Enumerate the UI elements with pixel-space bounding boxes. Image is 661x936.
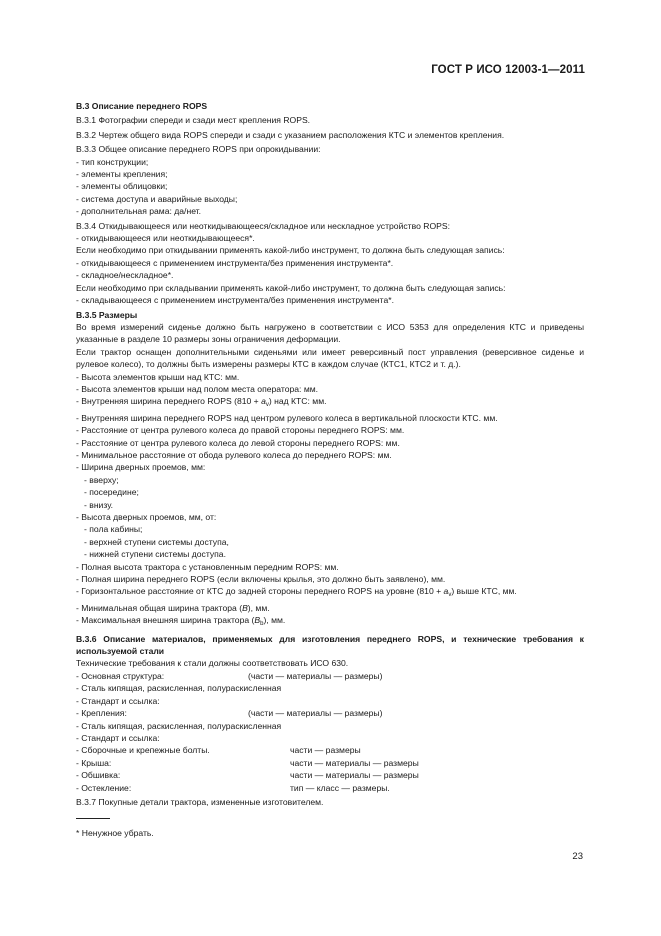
list-item: - Высота дверных проемов, мм, от: bbox=[76, 512, 217, 522]
material-row: - Сборочные и крепежные болты. части — размеры bbox=[76, 745, 361, 756]
list-item: - элементы крепления; bbox=[76, 169, 168, 180]
list-item: - Сталь кипящая, раскисленная, полураскисленная bbox=[76, 683, 282, 694]
list-item: - дополнительная рама: да/нет. bbox=[76, 206, 202, 217]
list-item: - Расстояние от центра рулевого колеса до левой стороны переднего ROPS: мм. bbox=[76, 437, 400, 448]
paragraph: Если необходимо при складывании применять какой-либо инструмент, то должна быть следующая запись: bbox=[76, 282, 506, 293]
section-b3-title: В.3 Описание переднего ROPS bbox=[76, 101, 208, 111]
footnote-divider bbox=[76, 818, 110, 819]
list-item: - тип конструкции; bbox=[76, 156, 149, 167]
clause-b3-2: В.3.2 Чертеж общего вида ROPS спереди и сзади с указанием расположения КТС и элементов крепления. bbox=[76, 129, 505, 140]
list-item: - Расстояние от центра рулевого колеса до правой стороны переднего ROPS: мм. bbox=[76, 425, 405, 436]
footnote: * Ненужное убрать. bbox=[76, 828, 154, 838]
list-item: - нижней ступени системы доступа. bbox=[84, 549, 226, 560]
list-item: - Полная ширина переднего ROPS (если включены крылья, это должно быть заявлено), мм. bbox=[76, 574, 446, 585]
material-row: - Основная структура: (части — материалы — размеры) bbox=[76, 670, 383, 681]
clause-b3-3-title: В.3.3 Общее описание переднего ROPS при опрокидывании: bbox=[76, 144, 321, 155]
list-item: - система доступа и аварийные выходы; bbox=[76, 193, 238, 204]
list-item: - откидывающееся или неоткидывающееся*. bbox=[76, 233, 255, 244]
list-item: - Высота элементов крыши над полом места оператора: мм. bbox=[76, 383, 319, 394]
clause-b3-4-title: В.3.4 Откидывающееся или неоткидывающееся/складное или нескладное устройство ROPS: bbox=[76, 220, 450, 231]
paragraph: Если необходимо при откидывании применять какой-либо инструмент, то должна быть следующая запись: bbox=[76, 245, 505, 256]
list-item: - Высота элементов крыши над КТС: мм. bbox=[76, 371, 240, 382]
list-item: - Внутренняя ширина переднего ROPS над центром рулевого колеса в вертикальной плоскости КТС. мм. bbox=[76, 412, 498, 423]
list-item: - Стандарт и ссылка: bbox=[76, 732, 160, 743]
list-item: - Ширина дверных проемов, мм: bbox=[76, 462, 206, 473]
list-item: - пола кабины; bbox=[84, 524, 143, 535]
list-item: - Горизонтальное расстояние от КТС до задней стороны переднего ROPS на уровне $(810 + a_v)$ выше КТС, мм. bbox=[76, 586, 517, 599]
list-item: - посередине; bbox=[84, 487, 139, 498]
document-id: ГОСТ Р ИСО 12003-1—2011 bbox=[431, 64, 585, 76]
clause-b3-5-title: В.3.5 Размеры bbox=[76, 309, 138, 320]
list-item: - Минимальное расстояние от обода рулевого колеса до переднего ROPS: мм. bbox=[76, 449, 392, 460]
paragraph: Технические требования к стали должны соответствовать ИСО 630. bbox=[76, 658, 349, 669]
material-row: - Обшивка: части — материалы — размеры bbox=[76, 770, 419, 781]
list-item: - Сталь кипящая, раскисленная, полураскисленная bbox=[76, 720, 282, 731]
list-item: - Полная высота трактора с установленным передним ROPS: мм. bbox=[76, 561, 339, 572]
list-item: - верхней ступени системы доступа, bbox=[84, 536, 229, 547]
list-item: - внизу. bbox=[84, 499, 114, 510]
list-item: - Максимальная внешняя ширина трактора $(B_b)$, мм. bbox=[76, 615, 286, 628]
material-row: - Остекление: тип — класс — размеры. bbox=[76, 782, 390, 793]
clause-b3-1: В.3.1 Фотографии спереди и сзади мест крепления ROPS. bbox=[76, 115, 311, 126]
list-item: - Минимальная общая ширина трактора (B), мм. bbox=[76, 602, 270, 613]
list-item: - вверху; bbox=[84, 474, 119, 485]
clause-b3-6-title: В.3.6 Описание материалов, применяемых для изготовления переднего ROPS, и технические требования к используемой стали bbox=[76, 633, 584, 657]
paragraph: Во время измерений сиденье должно быть нагружено в соответствии с ИСО 5353 для определения КТС и приведены указанные в разделе 10 размеры зоны ограничения деформации. bbox=[76, 321, 584, 345]
clause-b3-7: В.3.7 Покупные детали трактора, измененные изготовителем. bbox=[76, 796, 324, 807]
document-body bbox=[76, 98, 584, 808]
paragraph: Если трактор оснащен дополнительными сиденьями или имеет реверсивный пост управления (реверсивное сиденье и рулевое колесо), то должны быть измерены размеры КТС в каждом случае (КТС1, КТС2 и т. д.). bbox=[76, 346, 584, 370]
list-item: - элементы облицовки; bbox=[76, 181, 168, 192]
material-row: - Крепления: (части — материалы — размеры) bbox=[76, 708, 383, 719]
list-item: - откидывающееся с применением инструмента/без применения инструмента*. bbox=[76, 257, 394, 268]
page-number: 23 bbox=[572, 851, 583, 862]
list-item: - складывающееся с применением инструмента/без применения инструмента*. bbox=[76, 295, 395, 306]
list-item: - складное/нескладное*. bbox=[76, 270, 174, 281]
list-item: - Стандарт и ссылка: bbox=[76, 695, 160, 706]
list-item: - Внутренняя ширина переднего ROPS $(810 + a_v)$ над КТС: мм. bbox=[76, 396, 327, 409]
material-row: - Крыша: части — материалы — размеры bbox=[76, 757, 419, 768]
